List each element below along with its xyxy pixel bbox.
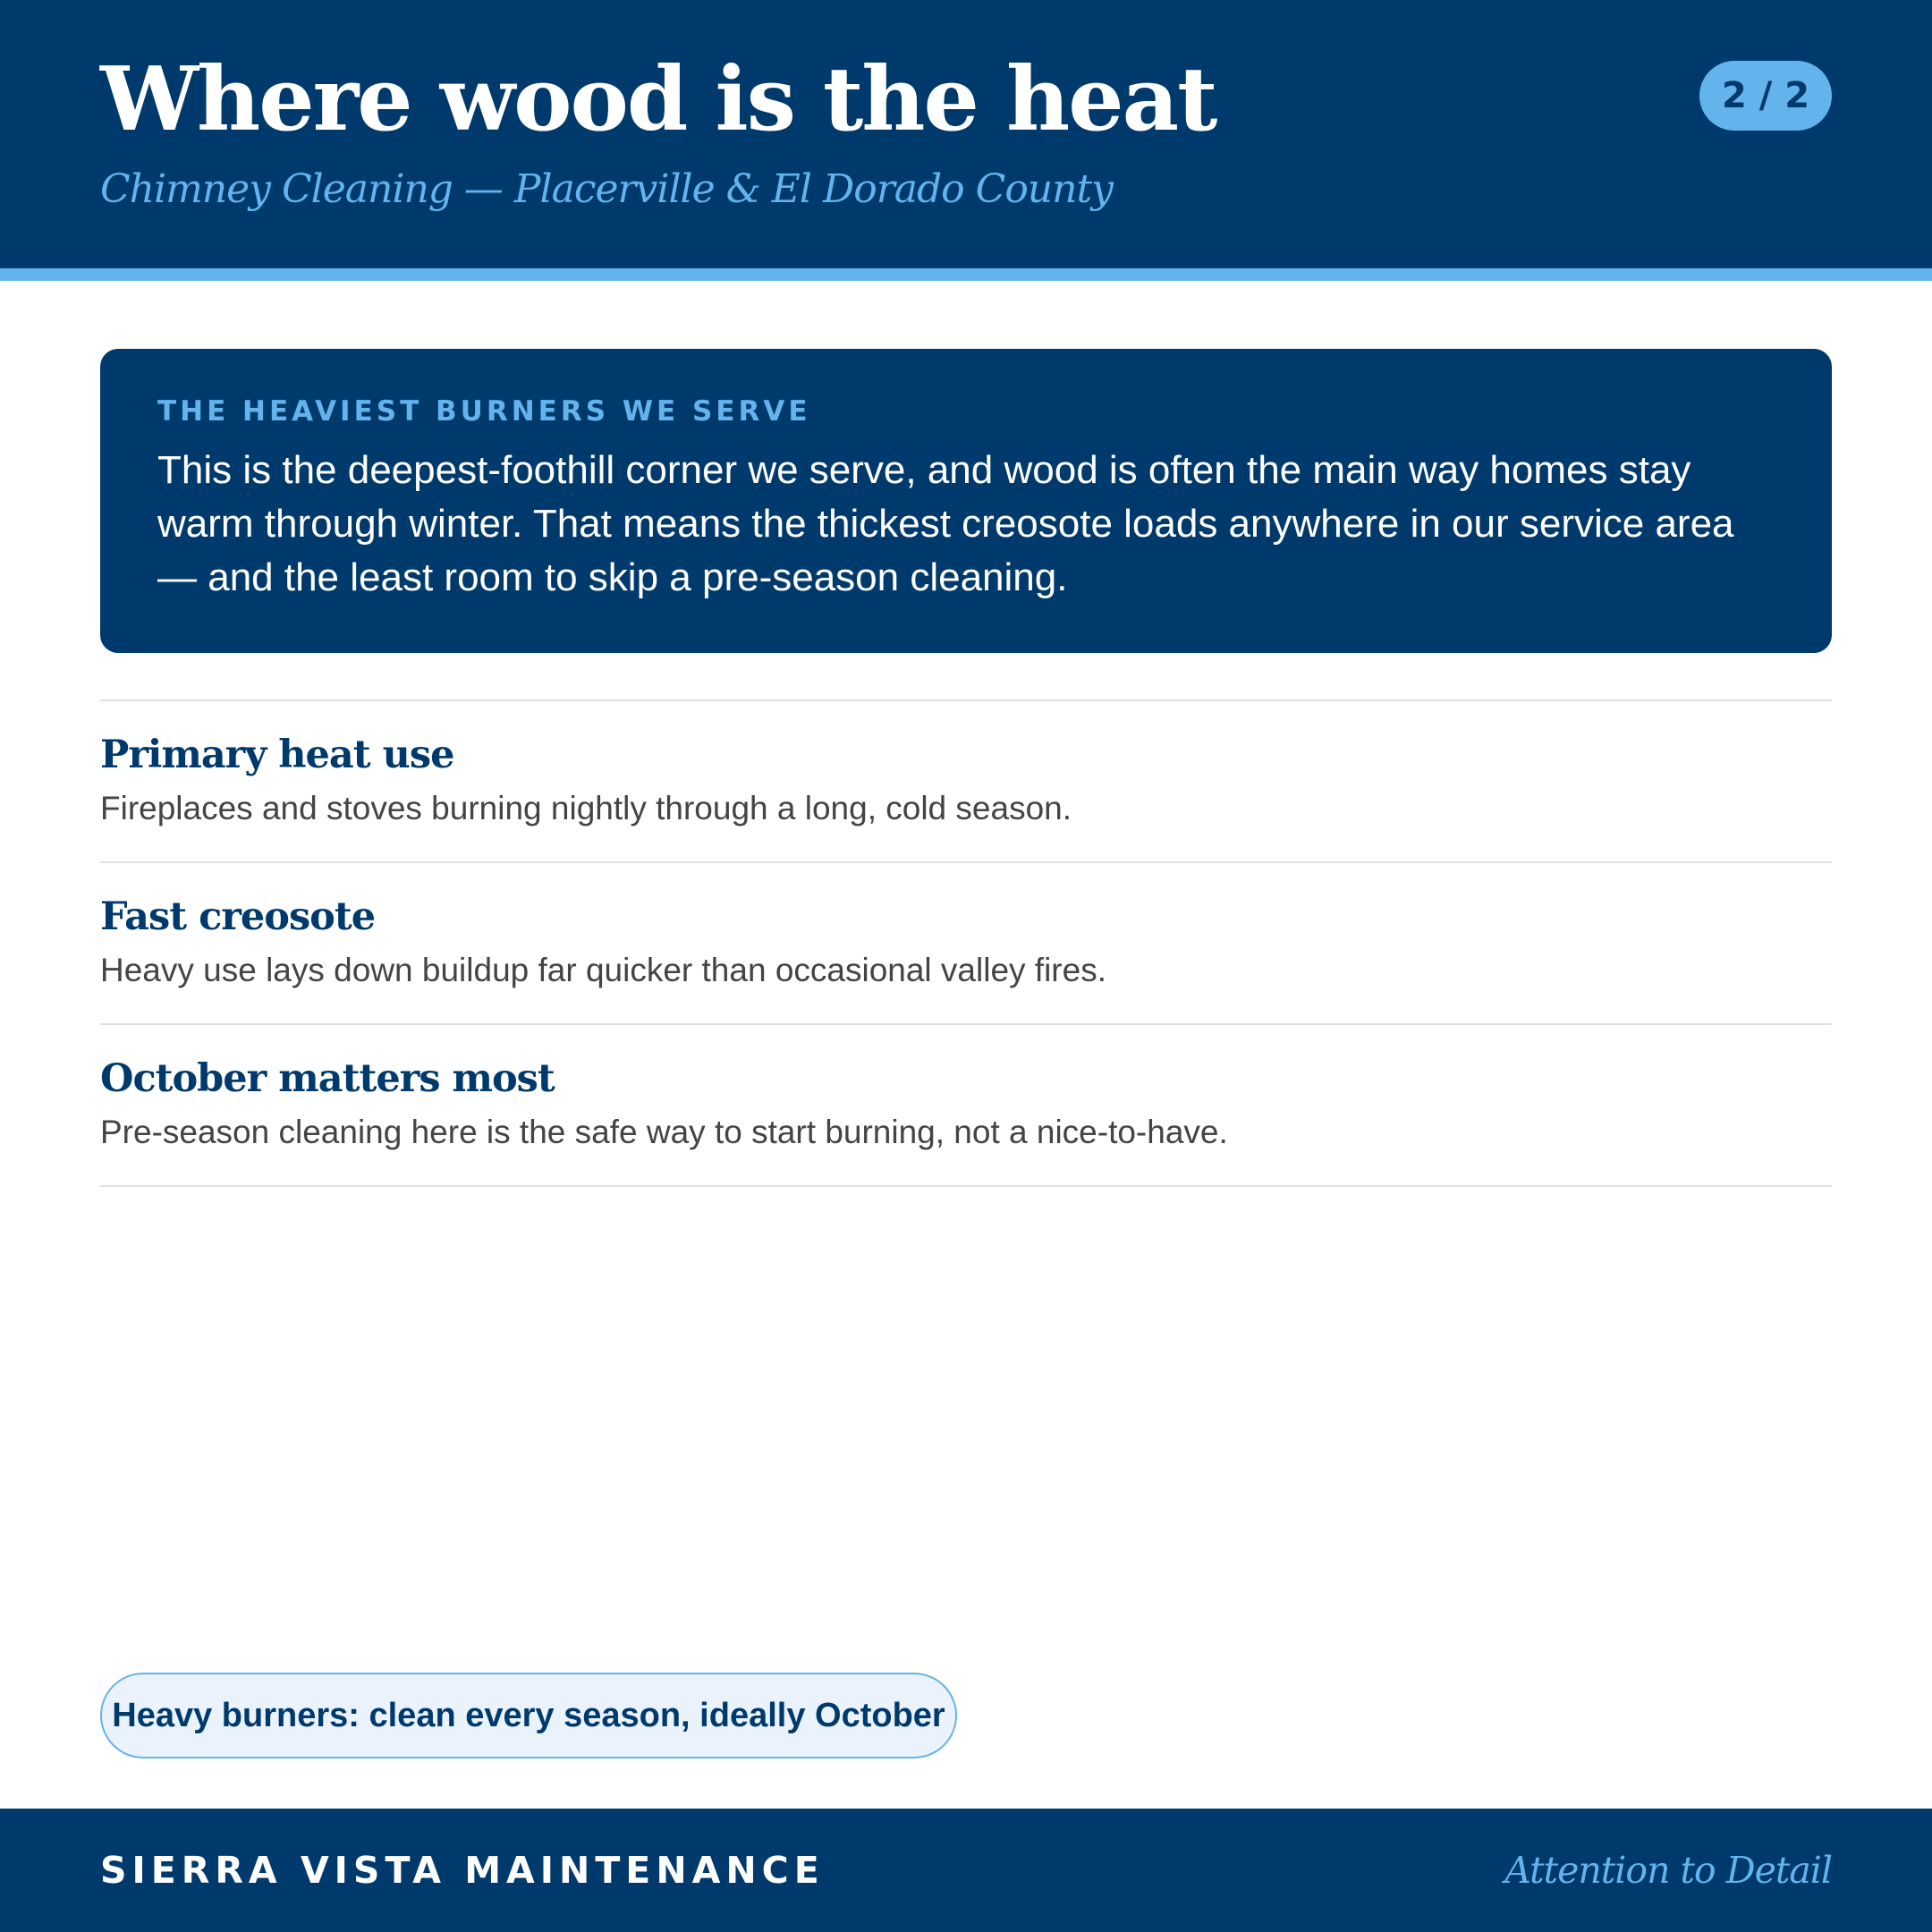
feature-description: Heavy use lays down buildup far quicker than occasional valley fires. (100, 952, 1106, 988)
intro-body: This is the deepest-foothill corner we serve, and wood is often the main way homes stay warm through winter. That means the thickest creosote loads anywhere in our service area — and the least room to skip a pre-season cleaning. (157, 448, 1734, 599)
intro-eyebrow: THE HEAVIEST BURNERS WE SERVE (157, 395, 811, 428)
intro-card (100, 349, 1832, 653)
footer-brand: SIERRA VISTA MAINTENANCE (100, 1849, 825, 1892)
header-accent-stripe (0, 268, 1932, 281)
page-title: Where wood is the heat (100, 48, 1216, 151)
feature-title: Primary heat use (100, 733, 454, 777)
footer-bar (0, 1809, 1932, 1932)
feature-title: October matters most (100, 1056, 555, 1101)
page-subtitle: Chimney Cleaning — Placerville & El Dorado County (100, 166, 1114, 212)
feature-title: Fast creosote (100, 894, 376, 939)
list-item (100, 1025, 1832, 1187)
feature-description: Pre-season cleaning here is the safe way to start burning, not a nice-to-have. (100, 1114, 1228, 1150)
feature-description: Fireplaces and stoves burning nightly through a long, cold season. (100, 790, 1072, 826)
feature-list (100, 699, 1832, 1187)
callout-pill: Heavy burners: clean every season, ideally October (100, 1673, 957, 1758)
list-item (100, 701, 1832, 863)
list-item (100, 863, 1832, 1025)
page-indicator-badge: 2 / 2 (1699, 61, 1832, 131)
footer-tagline: Attention to Detail (1504, 1849, 1832, 1892)
header-banner (0, 0, 1932, 268)
